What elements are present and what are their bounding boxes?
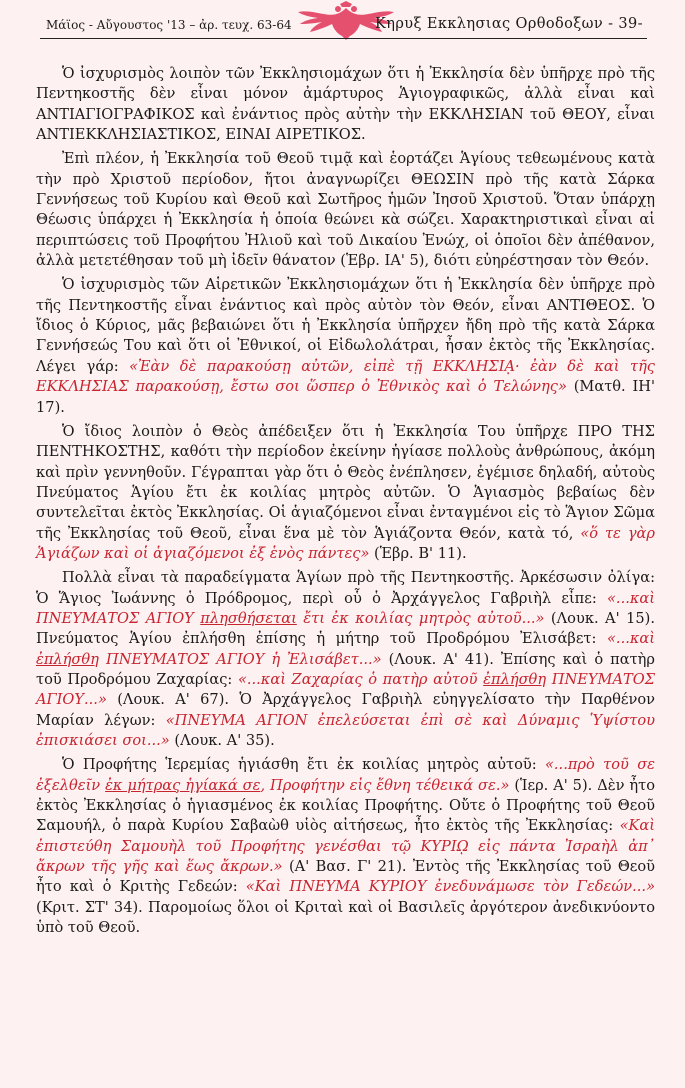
text-run: Ὁ ἰσχυρισμὸς τῶν Αἱρετικῶν Ἐκκλησιομάχων ὅτι ἡ Ἐκκλησία δὲν ὑπῆρχε πρὸ τῆς Πεντηκοστῆς εἶναι ἐνάντιος καὶ πρὸς αὐτὸν τὸν Θεόν, εἶναι ΑΝΤΙΘΕΟΣ. Ὁ ἴδιος ὁ Κύριος, μᾶς βεβαιώνει ὅτι ἡ Ἐκκλησία ὑπῆρχεν ἤδη πρὸ τῆς κατὰ Σάρκα Γεννήσεώς Του καὶ ὅτι οἱ Ἐθνικοί, οἱ Εἰδωλολάτραι, ἦσαν ἐκτὸς τῆς Ἐκκλησίας. Λέγει γάρ: — [36, 276, 655, 375]
scripture-quote: «...καὶ Ζαχαρίας ὁ πατὴρ αὐτοῦ — [237, 670, 484, 688]
text-run: (Λουκ. Α' 35). — [169, 732, 275, 749]
paragraph — [36, 275, 655, 417]
scripture-quote: «ΠΝΕΥΜΑ ΑΓΙΟΝ ἐπελεύσεται ἐπὶ σὲ καὶ Δύναμις Ὑψίστου ἐπισκιάσει σοι...» — [36, 711, 656, 749]
text-run: (Κριτ. ΣΤ' 34). Παρομοίως ὅλοι οἱ Κριταὶ καὶ οἱ Βασιλεῖς ἀργότερον ἀνεδικνύοντο ὑπὸ τοῦ Θεοῦ. — [36, 898, 655, 937]
header-rule — [40, 38, 647, 39]
scripture-quote: , Προφήτην εἰς ἔθνη τέθεικά σε.» — [260, 776, 510, 794]
scripture-quote: «Καὶ ἐπιστεύθη Σαμουὴλ τοῦ Προφήτης γενέσθαι τῷ ΚΥΡΙῼ εἰς πάντα Ἰσραὴλ ἀπ᾿ ἄκρων τῆς γῆς καὶ ἕως ἄκρων.» — [36, 817, 655, 876]
text-run: (Α' Βασ. Γ' 21). Ἐντὸς τῆς Ἐκκλησίας τοῦ Θεοῦ ἦτο καὶ ὁ Κριτὴς Γεδεών: — [36, 858, 656, 896]
paragraph — [36, 149, 655, 271]
scripture-quote: «Καὶ ΠΝΕΥΜΑ ΚΥΡΙΟΥ ἐνεδυνάμωσε τὸν Γεδεών...» — [245, 878, 655, 896]
text-run: Ὁ ἴδιος λοιπὸν ὁ Θεὸς ἀπέδειξεν ὅτι ἡ Ἐκκλησία Του ὑπῆρχε ΠΡΟ ΤΗΣ ΠΕΝΤΗΚΟΣΤΗΣ, καθότι τὴν περίοδον ἐκείνην ἡγίασε πολλοὺς ἀνθρώπους, ἀκόμη καὶ πρὶν γεννηθοῦν. Γέγραπται γὰρ ὅτι ὁ Θεὸς ἐνέπλησεν, ἐγέμισε δηλαδή, αὐτοὺς Πνεύματος Ἁγίου ἔτι ἐκ κοιλίας μητρὸς αὐτῶν. Ὁ Ἁγιασμὸς βεβαίως δὲν συντελεῖται ἐκτὸς Ἐκκλησίας. Οἱ ἁγιαζόμενοι εἶναι ἐνταγμένοι εἰς τὸ Ἅγιον Σῶμα τῆς Ἐκκλησίας τοῦ Θεοῦ, εἶναι ἕνα μὲ τὸν Ἁγιάζοντα Θεόν, κατὰ τό, — [36, 422, 655, 542]
underlined-quote: ἐπλήσθη — [36, 650, 99, 668]
text-run: (Λουκ. Α' 15). Πνεύματος Ἁγίου ἐπλήσθη ἐπίσης ἡ μήτηρ τοῦ Προδρόμου Ἐλισάβετ: — [36, 609, 655, 648]
text-run: Πολλὰ εἶναι τὰ παραδείγματα Ἁγίων πρὸ τῆς Πεντηκοστῆς. Ἀρκέσωσιν ὀλίγα: Ὁ Ἅγιος Ἰωάννης ὁ Πρόδρομος, περὶ οὗ ὁ Ἀρχάγγελος Γαβριὴλ εἶπε: — [36, 569, 655, 607]
article-body — [36, 64, 655, 938]
scripture-quote: ἔτι ἐκ κοιλίας μητρὸς αὐτοῦ...» — [296, 609, 545, 627]
scripture-quote: «...καὶ ΠΝΕΥΜΑΤΟΣ ΑΓΙΟΥ — [36, 589, 655, 627]
text-run: (Ἱερ. Α' 5). Δὲν ἦτο ἐκτὸς Ἐκκλησίας ὁ ἡγιασμένος ἐκ κοιλίας Προφήτης. Οὔτε ὁ Προφήτης τοῦ Θεοῦ Σαμουήλ, ὁ παρὰ Κυρίου Σαβαὼθ υἱὸς αἰτήσεως, ἦτο ἐκτὸς τῆς Ἐκκλησίας: — [36, 776, 655, 835]
scripture-quote: ΠΝΕΥΜΑΤΟΣ ΑΓΙΟΥ...» — [36, 670, 655, 709]
text-run: (Ἑβρ. Β' 11). — [369, 544, 467, 562]
text-run: (Λουκ. Α' 67). Ὁ Ἀρχάγγελος Γαβριὴλ εὐηγγελίσατο τὴν Παρθένον Μαρίαν λέγων: — [36, 691, 655, 729]
paragraph — [36, 755, 655, 938]
underlined-quote: ἐκ μήτρας ἡγίακά σε — [105, 776, 261, 794]
underlined-quote: ἐπλήσθη — [483, 670, 547, 688]
scripture-quote: ΠΝΕΥΜΑΤΟΣ ΑΓΙΟΥ ἡ Ἐλισάβετ...» — [98, 650, 382, 668]
scripture-quote: «...πρὸ τοῦ σε ἐξελθεῖν — [36, 756, 655, 794]
text-run: (Ματθ. ΙΗ' 17). — [36, 378, 655, 416]
page-header — [36, 0, 655, 44]
issue-info: Μάϊος - Αὔγουστος '13 – ἀρ. τευχ. 63-64 — [46, 18, 292, 32]
underlined-quote: πλησθήσεται — [200, 609, 297, 627]
text-run: Ὁ Προφήτης Ἱερεμίας ἡγιάσθη ἔτι ἐκ κοιλίας μητρὸς αὐτοῦ: — [62, 756, 545, 774]
paragraph — [36, 64, 655, 145]
paragraph — [36, 568, 655, 751]
text-run: Ἐπὶ πλέον, ἡ Ἐκκλησία τοῦ Θεοῦ τιμᾷ καὶ ἑορτάζει Ἁγίους τεθεωμένους κατὰ τὴν πρὸ Χριστοῦ περίοδον, ἤτοι ἀναγνωρίζει ΘΕΩΣΙΝ πρὸ τῆς κατὰ Σάρκα Γεννήσεως τοῦ Κυρίου καὶ Θεοῦ καὶ Σωτῆρος ἡμῶν Ἰησοῦ Χριστοῦ. Ὅταν ὑπάρχῃ Θέωσις ὑπάρχει ἡ Ἐκκλησία ἡ ὁποία θεώνει κὰ σώζει. Χαρακτηριστικαὶ εἶναι αἱ περιπτώσεις τοῦ Προφήτου Ἠλιοῦ καὶ τοῦ Δικαίου Ἐνώχ, οἱ ὁποῖοι δὲν ἀπέθανον, ἀλλὰ μετετέθησαν τοῦ μὴ ἰδεῖν θάνατον (Ἑβρ. ΙΑ' 5), διότι εὐηρέστησαν τὸν Θεόν. — [36, 150, 655, 270]
scripture-quote: «ὅ τε γὰρ Ἁγιάζων καὶ οἱ ἁγιαζόμενοι ἐξ ἑνὸς πάντες» — [36, 524, 655, 562]
text-run: Ὁ ἰσχυρισμὸς λοιπὸν τῶν Ἐκκλησιομάχων ὅτι ἡ Ἐκκλησία δὲν ὑπῆρχε πρὸ τῆς Πεντηκοστῆς δὲν εἶναι μόνον ἀμάρτυρος Ἁγιογραφικῶς, ἀλλὰ εἶναι καὶ ΑΝΤΙΑΓΙΟΓΡΑΦΙΚΟΣ καὶ ἐνάντιος πρὸς αὐτὴν τὴν ΕΚΚΛΗΣΙΑΝ τοῦ ΘΕΟΥ, εἶναι ΑΝΤΙΕΚΚΛΗΣΙΑΣΤΙΚΟΣ, ΕΙΝΑΙ ΑΙΡΕΤΙΚΟΣ. — [36, 65, 655, 144]
scripture-quote: «...καὶ — [607, 630, 655, 648]
text-run: (Λουκ. Α' 41). Ἐπίσης καὶ ὁ πατὴρ τοῦ Προδρόμου Ζαχαρίας: — [36, 650, 655, 688]
scripture-quote: «Ἐὰν δὲ παρακούσῃ αὐτῶν, εἰπὲ τῇ ΕΚΚΛΗΣΙᾼ· ἐὰν δὲ καὶ τῆς ΕΚΚΛΗΣΙΑΣ παρακούσῃ, ἔστω σοι ὥσπερ ὁ Ἐθνικὸς καὶ ὁ Τελώνης» — [36, 357, 655, 396]
journal-title: Κηρυξ Εκκλησιας Ορθοδοξων - 39- — [375, 16, 643, 32]
paragraph — [36, 422, 655, 564]
